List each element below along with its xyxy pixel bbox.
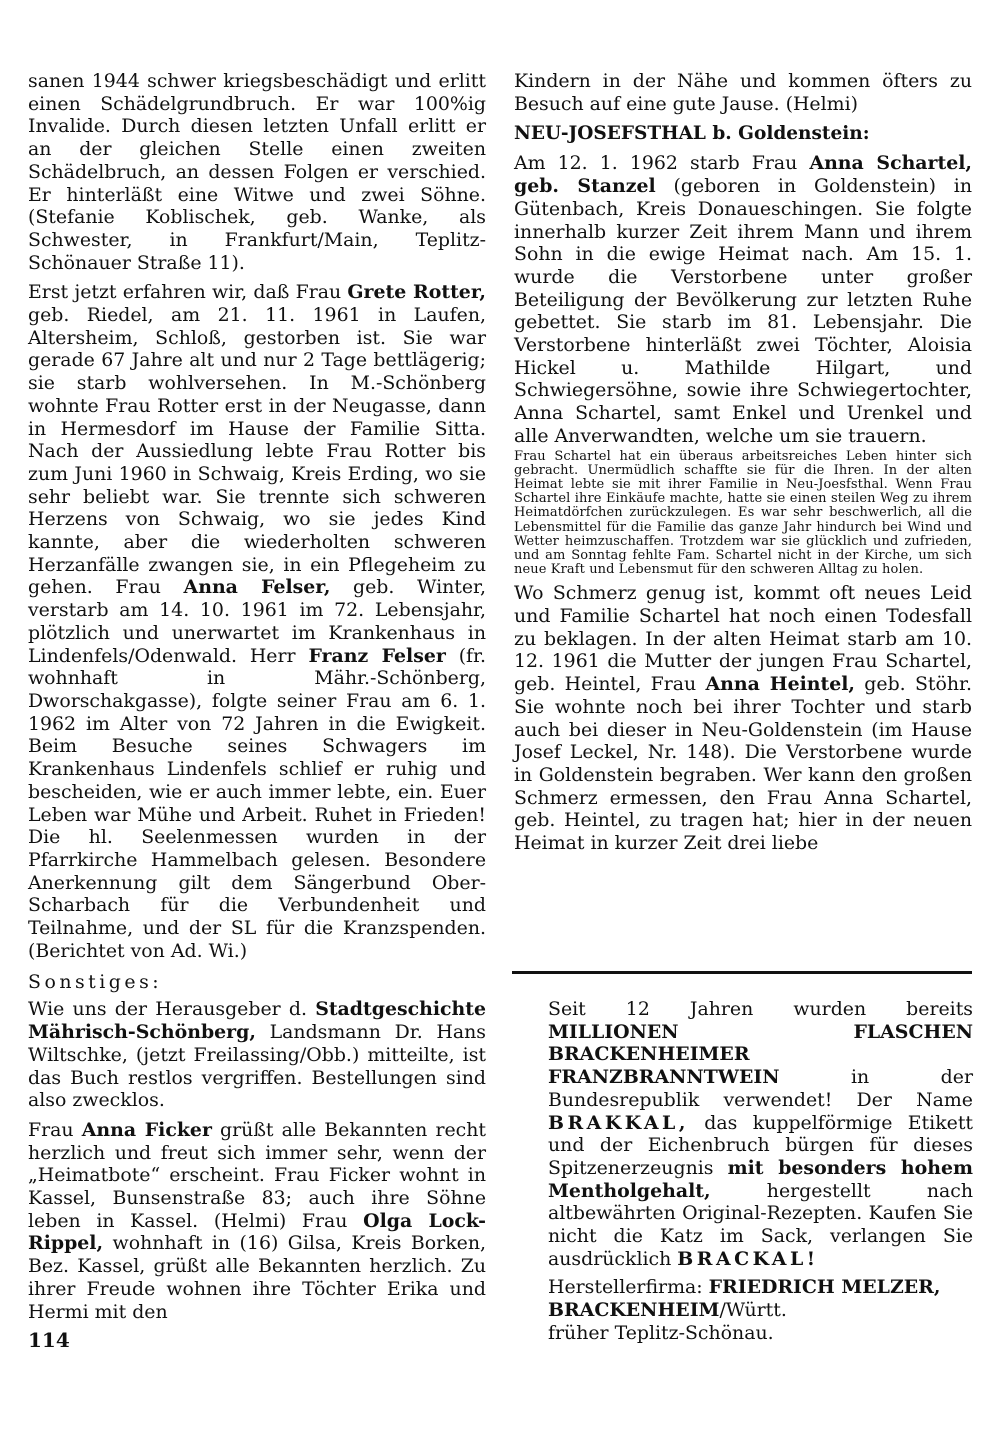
obituary-paragraph-2: Wo Schmerz genug ist, kommt oft neues Leid und Familie Schartel hat noch einen Todesfall zu beklagen. In der alten Heimat starb am 10. 12. 1961 die Mutter der jungen Frau Schartel, geb. Heintel, Frau Anna Heintel, geb. Stöhr. Sie wohnte noch bei ihrer Tochter und starb auch bei dieser in Neu-Goldenstein (im Hause Josef Leckel, Nr. 148). Die Verstorbene wurde in Goldenstein begraben. Wer kann den großen Schmerz ermessen, den Frau Anna Schartel, geb. Heintel, zu tragen hat; hier in der neuen Heimat in kurzer Zeit drei liebe xyxy=(514,582,972,855)
divider-rule xyxy=(512,971,972,974)
ad-manufacturer: Herstellerfirma: FRIEDRICH MELZER, BRACKENHEIM/Württ. früher Teplitz-Schönau. xyxy=(548,1276,941,1344)
section-heading-neu-josefsthal: NEU-JOSEFSTHAL b. Goldenstein: xyxy=(514,123,870,145)
continued-paragraph: Kindern in der Nähe und kommen öfters zu Besuch auf eine gute Jause. (Helmi) xyxy=(514,70,972,115)
ad-text: Seit 12 Jahren wurden bereits MILLIONEN FLASCHEN BRACKENHEIMER FRANZBRANNTWEIN in der Bundesrepublik verwendet! Der Name BRAKKAL, das kuppelförmige Etikett und der Eichenbruch bürgen für dieses Spitzenerzeugnis mit besonders hohem Mentholgehalt, hergestellt nach altbewährten Original-Rezepten. Kaufen Sie nicht die Katz im Sack, verlangen Sie ausdrücklich BRACKAL! xyxy=(548,998,973,1270)
page-number: 114 xyxy=(28,1328,70,1352)
person-name: Franz Felser xyxy=(308,644,446,667)
obituary-paragraph: Am 12. 1. 1962 starb Frau Anna Schartel, geb. Stanzel (geboren in Goldenstein) in Gütenbach, Kreis Donaueschingen. Sie folgte innerhalb kurzer Zeit ihrem Mann und ihrem Sohn in die ewige Heimat nach. Am 15. 1. wurde die Verstorbene unter großer Beteiligung der Bevölkerung zur letzten Ruhe gebettet. Sie starb im 81. Lebensjahr. Die Verstorbene hinterläßt zwei Töchter, Aloisia Hickel u. Mathilde Hilgart, und Schwiegersöhne, sowie ihre Schwiegertochter, Anna Schartel, samt Enkel und Urenkel und alle Anverwandten, welche um sie trauern. xyxy=(514,152,972,447)
person-name: Grete Rotter, xyxy=(347,281,486,304)
small-print-paragraph: Frau Schartel hat ein überaus arbeitsreiches Leben hinter sich gebracht. Unermüdlich schaffte sie für die Ihren. In der alten Heimat lebte sie mit ihrer Familie in Neu-Joesfsthal. Wenn Frau Schartel ihre Einkäufe machte, hatte sie einen steilen Weg zu ihrem Heimatdörfchen zurückzulegen. Es war sehr beschwerlich, all die Lebensmittel für die Familie das ganze Jahr hindurch bei Wind und Wetter heimzuschaffen. Trotzdem war sie glücklich und zufrieden, und am Sonntag fehlte Fam. Schartel nicht in der Kirche, um sich neue Kraft und Lebensmut für den schweren Alltag zu holen. xyxy=(514,448,972,578)
section-heading-sonstiges: Sonstiges: xyxy=(28,971,163,994)
left-column xyxy=(28,70,486,1330)
obituary-paragraph: Erst jetzt erfahren wir, daß Frau Grete Rotter, geb. Riedel, am 21. 11. 1961 in Laufen, Altersheim, Schloß, gestorben ist. Sie war gerade 67 Jahre alt und nur 2 Tage bettlägerig; sie starb wohlversehen. In M.-Schönberg wohnte Frau Rotter erst in der Neugasse, dann in Hermesdorf im Hause der Familie Sitta. Nach der Aussiedlung lebte Frau Rotter bis zum Juni 1960 in Schwaig, Kreis Erding, wo sie sehr beliebt war. Sie trennte sich schweren Herzens von Schwaig, wo sie jedes Kind kannte, aber die wiederholten schweren Herzanfälle zwangen sie, in ein Pflegeheim zu gehen. Frau Anna Felser, geb. Winter, verstarb am 14. 10. 1961 im 72. Lebensjahr, plötzlich und unerwartet im Krankenhaus in Lindenfels/Odenwald. Herr Franz Felser (fr. wohnhaft in Mähr.-Schönberg, Dworschakgasse), folgte seiner Frau am 6. 1. 1962 im Alter von 72 Jahren in die Ewigkeit. Beim Besuche seines Schwagers im Krankenhaus Lindenfels schlief er ruhig und bescheiden, wie er auch immer lebte, ein. Euer Leben war Mühe und Arbeit. Ruhet in Frieden! Die hl. Seelenmessen wurden in der Pfarrkirche Hammelbach gelesen. Besondere Anerkennung gilt dem Sängerbund Ober-Scharbach für die Verbundenheit und Teilnahme, und der SL für die Kranzspenden. (Berichtet von Ad. Wi.) xyxy=(28,281,487,962)
advertisement xyxy=(548,998,973,1345)
greeting-paragraph: Frau Anna Ficker grüßt alle Bekannten recht herzlich und freut sich immer sehr, wenn der „Heimatbote“ erscheint. Frau Ficker wohnt in Kassel, Bunsenstraße 83; auch ihre Söhne leben in Kassel. (Helmi) Frau Olga Lock-Rippel, wohnhaft in (16) Gilsa, Kreis Borken, Bez. Kassel, grüßt alle Bekannten herzlich. Zu ihrer Freude wohnen ihre Töchter Erika und Hermi mit den xyxy=(28,1118,486,1323)
article-paragraph: sanen 1944 schwer kriegsbeschädigt und erlitt einen Schädelgrundbruch. Er war 100%ig Invalide. Durch diesen letzten Unfall erlitt er an der gleichen Stelle einen zweiten Schädelbruch, an dessen Folgen er verschied. Er hinterläßt eine Witwe und zwei Söhne. (Stefanie Koblischek, geb. Wanke, als Schwester, in Frankfurt/Main, Teplitz-Schönauer Straße 11). xyxy=(28,70,486,274)
right-column xyxy=(514,70,972,855)
person-name: Anna Felser, xyxy=(183,576,331,599)
notice-paragraph: Wie uns der Herausgeber d. Stadtgeschichte Mährisch-Schönberg, Landsmann Dr. Hans Wiltschke, (jetzt Freilassing/Obb.) mitteilte, ist das Buch restlos vergriffen. Bestellungen sind also zwecklos. xyxy=(28,998,486,1112)
